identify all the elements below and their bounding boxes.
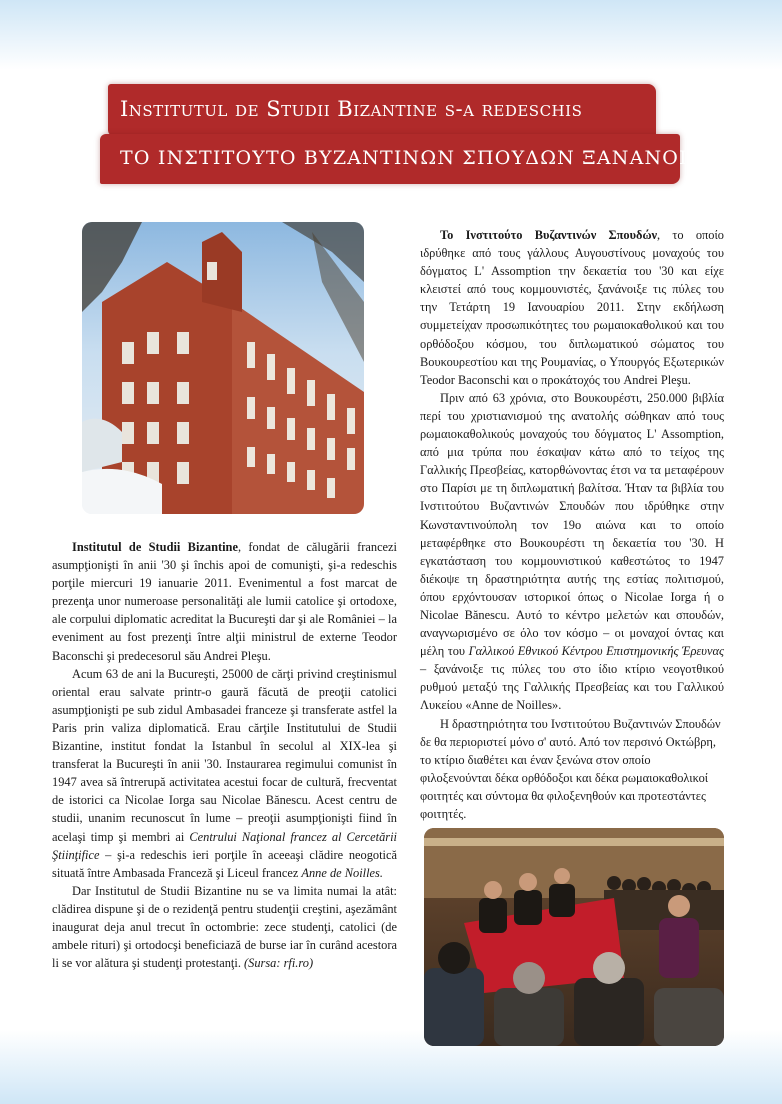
greek-paragraph-3: Η δραστηριότητα του Ινστιτούτου Βυζαντινών Σπουδών δε θα περιοριστεί μόνο σ' αυτό. Από τον περσινό Οκτώβρη, το κτίριο διαθέτει και έναν ξενώνα στον οποίο φιλοξενούνται δέκα ορθόδοξοι και δέκα ρωμαιοκαθολικοί φοιτητές και σύντομα θα φιλοξενηθούν και προτεστάντες φοιτητές. [420,716,721,821]
greek-paragraph-2-text-a: Πριν από 63 χρόνια, στο Βουκουρέστι, 250.000 βιβλία περί του χριστιανισμού της ανατολής σώθηκαν από τους ρωμαιοκαθολικούς μοναχούς του δόγματος L' Assomption, από μια τρύπα που έσκαψαν κάτω από το τείχος της Γαλλικής Πρεσβείας, κατορθώνοντας έτσι να τα μεταφέρουν στο Παρίσι με τη διπλωματική βαλίτσα. Ήταν τα βιβλία του Ινστιτούτου Βυζαντινών Σπουδών που ιδρύθηκε στην Κωνσταντινούπολη τον 19ο αιώνα και το οποίο μεταφέρθηκε στο Βουκουρέστι τη δεκαετία του '30. Η εγκατάσταση του κομμουνιστικού καθεστώτος το 1947 διέκοψε τη δραστηριότητα αυτής της εστίας πολιτισμού, όπου ερχόντουσαν ιστορικοί όπως ο Nicolae Iorga ή ο Nicolae Bănescu. Αυτό το κέντρο μελετών και σπουδών, αναγνωρισμένο σε όλο τον κόσμο – οι μοναχοί όντας και μέλη του [420,390,724,659]
greek-paragraph-1 [420,226,724,389]
title-banner-greek [100,134,718,184]
romanian-paragraph-2-italic-1: Centrului Naţional francez al Cercetării Ştiinţifice [52,829,397,862]
greek-paragraph-2-text-b: – ξανάνοιξε τις πύλες του στο ίδιο κτίριο νεογοτθικού ρυθμού μεταξύ της Γαλλικής Πρεσβείας και του Γαλλικού Λυκείου «Anne de Noilles». [420,662,724,713]
building-illustration [82,222,364,514]
romanian-paragraph-2-text-b: – şi-a redeschis ieri porţile în aceeaşi clădire neogotică situată între Ambasada Franceză şi Liceul francez [52,847,397,880]
page-title-greek: ΤΟ ΙΝΣΤΙΤΟΥΤΟ ΒΥΖΑΝΤΙΝΩΝ ΣΠΟΥΔΩΝ ΞΑΝΑΝΟΙΞΕ [120,147,718,169]
romanian-paragraph-2-text-a: Acum 63 de ani la Bucureşti, 25000 de cărţi privind creştinismul oriental erau salvate printr-o gaură făcută de preoţii catolici asumpţionişti pe sub zidul Ambasadei franceze şi transferate astfel la Paris prin valiza diplomatică. Erau cărţile Institutului de Studii Bizantine, institut fondat la Istanbul în secolul al XIX-lea şi transferat la Bucureşti în anii '30. Instaurarea regimului comunist în 1947 avea să întrerupă activitatea acestui focar de cultură, frecventat de istorici ca Nicolae Iorga sau Nicolae Bănescu. Acest centru de studii, unanim recunoscut în lume – preoţii asumpţionişti fiind în acelaşi timp şi membri ai [52,666,397,844]
romanian-paragraph-3-text: Dar Institutul de Studii Bizantine nu se va limita numai la atât: clădirea dispune şi de o rezidenţă pentru studenţii creştini, aşezământ inaugurat deja anul trecut în octombrie: zece studenţi, catolici (de ambele rituri) şi ortodocşi beneficiază de burse iar în curând acestora li se vor alătura şi studenţi protestanţi. [52,883,397,971]
building-photo [82,222,364,514]
romanian-article-column [52,538,397,972]
romanian-paragraph-3 [52,882,397,972]
greek-paragraph-1-text: , το οποίο ιδρύθηκε από τους γάλλους Αυγουστίνους μοναχούς του δόγματος L' Assomption την δεκαετία του '30 και είχε κλειστεί από τους κομμουνιστές, ξανάνοιξε τις πύλες του την Τετάρτη 19 Ιανουαρίου 2011. Στην εκδήλωση συμμετείχαν προσωπικότητες του ρωμαιοκαθολικού και του ορθόδοξου κόσμου, του διπλωματικού σώματος του Βουκουρεστίου και της Ρουμανίας, ο Υπουργός Εξωτερικών Teodor Baconschi και ο προκάτοχός του Andrei Pleşu. [420,228,724,387]
romanian-paragraph-2-italic-2: Anne de Noilles. [301,865,383,880]
greek-lead-bold: Το Ινστιτούτο Βυζαντινών Σπουδών [440,228,658,242]
meeting-photo [424,828,724,1046]
greek-paragraph-2 [420,389,724,715]
greek-article-column [420,226,724,823]
meeting-illustration [424,828,724,1046]
page-title-romanian: Institutul de Studii Bizantine s-a redeschis [120,97,583,121]
title-banner-romanian [108,84,656,136]
romanian-paragraph-1-text: , fondat de călugării francezi asumpţionişti în anii '30 şi închis apoi de comunişti, şi-a redeschis porţile miercuri 19 ianuarie 2011. Evenimentul a fost marcat de prezenţa unor numeroase personalităţi ale lumii catolice şi ortodoxe, ale corpului diplomatic acreditat la Bucureşti dar şi ale României – la eveniment au fost prezenţi între alţii ministrul de externe Teodor Baconschi şi predecesorul său Andrei Pleşu. [52,540,398,663]
romanian-paragraph-2 [52,665,397,882]
greek-paragraph-2-italic: Γαλλικού Εθνικού Κέντρου Επιστημονικής Έρευνας [468,644,724,659]
source-credit: (Sursa: rfi.ro) [244,956,314,971]
romanian-lead-bold: Institutul de Studii Bizantine [72,540,238,554]
romanian-paragraph-1 [52,538,397,665]
